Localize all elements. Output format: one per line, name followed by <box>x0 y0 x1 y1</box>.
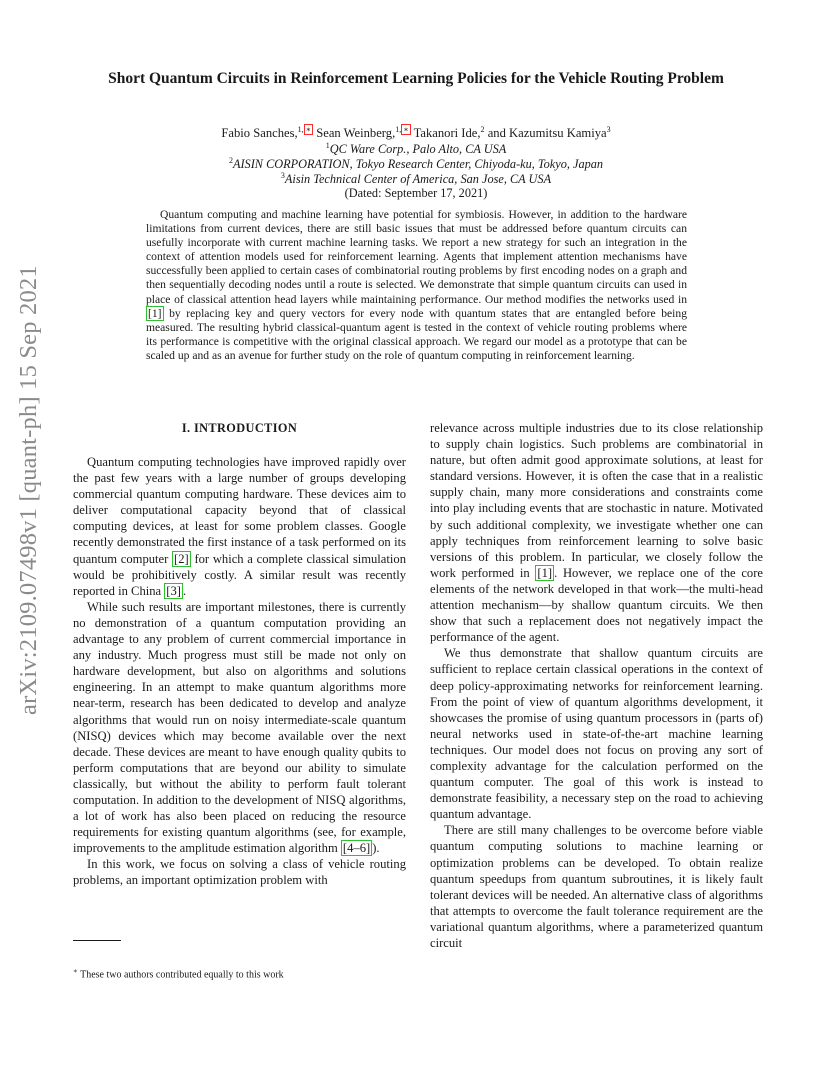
author-affil-sup: 3 <box>606 125 611 134</box>
author-name: Fabio Sanches, <box>221 126 298 141</box>
left-column <box>73 420 406 889</box>
paragraph-text: for which a complete classical simulation would be prohibitively costly. A similar result was recently reported in China <box>73 551 406 598</box>
paragraph <box>73 599 406 857</box>
abstract <box>146 208 687 363</box>
section-heading: I. INTRODUCTION <box>181 421 298 435</box>
arxiv-identifier-stamp[interactable]: arXiv:2109.07498v1 [quant-ph] 15 Sep 2021 <box>15 265 42 715</box>
footnote-mark: ∗ <box>73 967 78 975</box>
author-name: Takanori Ide, <box>413 126 481 141</box>
affiliation <box>60 172 772 187</box>
paragraph-text: . <box>182 583 187 598</box>
abstract-text: by replacing key and query vectors for every node with quantum states that are entangled before being measured. The resulting hybrid classical-quantum agent is tested in the context of vehicle routing problems where its performance is competitive with the original classical approach. We regard our model as a prototype that can be scaled up and as an avenue for further study on the role of quantum computing in reinforcement learning. <box>146 306 687 362</box>
affiliation <box>60 142 772 157</box>
paragraph-text: ). <box>372 841 380 856</box>
citation-link[interactable]: [1] <box>148 306 162 320</box>
paragraph <box>430 420 763 645</box>
right-column <box>430 420 763 951</box>
citation-link[interactable]: [1] <box>537 565 553 580</box>
paragraph-text: While such results are important milestones, there is currently no demonstration of a quantum computation providing an advantage to any problem of current commercial importance in any industry. Much progress must still be made not only on hardware development, but also on algorithms and solutions engineering. In an attempt to make quantum algorithms more near-term, research has been dedicated to develop and analyze algorithms that would run on noisy intermediate-scale quantum (NISQ) devices which may become available over the next decade. These devices are meant to have enough quality qubits to perform computations that are beyond our ability to simulate classically, but without the ability to perform fault tolerant computation. In addition to the development of NISQ algorithms, a lot of work has also been placed on reducing the resource requirements for existing quantum algorithms (see, for example, improvements to the amplitude estimation algorithm <box>73 599 406 856</box>
paragraph: In this work, we focus on solving a class of vehicle routing problems, an important optimization problem with <box>73 857 406 888</box>
affiliation-number: 1 <box>325 140 330 150</box>
author-list <box>60 124 772 141</box>
citation-link[interactable]: [2] <box>174 551 189 566</box>
citation-link[interactable]: [3] <box>166 583 181 598</box>
paragraph: There are still many challenges to be overcome before viable quantum computing solutions to machine learning or optimization problems can be developed. To obtain realize quantum speedups from quantum subroutines, it is likely fault tolerant devices will be needed. An alternative class of algorithms that attempts to overcome the fault tolerance requirement are the variational quantum algorithms, where a parameterized quantum circuit <box>430 823 763 950</box>
affiliation-text: QC Ware Corp., Palo Alto, CA USA <box>329 142 507 156</box>
affiliation-text: AISIN CORPORATION, Tokyo Research Center, Chiyoda-ku, Tokyo, Japan <box>232 157 604 171</box>
author-affil-sup: 2 <box>480 125 485 134</box>
affiliation-text: Aisin Technical Center of America, San Jose, CA USA <box>284 172 552 186</box>
footnote-divider <box>73 940 121 941</box>
footnote-text: These two authors contributed equally to this work <box>80 969 284 981</box>
author-conjunction: and <box>487 126 506 141</box>
abstract-text: Quantum computing and machine learning have potential for symbiosis. However, in addition to the hardware limitations from current devices, there are still basic issues that must be addressed before quantum circuits can usefully incorporate with current machine learning tasks. We report a new strategy for such an integration in the context of attention models used for reinforcement learning. Agents that implement attention mechanisms have successfully been applied to certain cases of combinatorial routing problems by first encoding nodes on a graph and then sequentially decoding nodes until a route is selected. We demonstrate that simple quantum circuits can used in place of classical attention head layers while maintaining performance. Our method modifies the networks used in <box>146 208 687 306</box>
footnote <box>73 965 406 981</box>
paragraph-text: Quantum computing technologies have improved rapidly over the past few years with a large number of groups developing commercial quantum computing hardware. These devices aim to deliver computational capacity beyond that of classical computing devices, at least for some problem classes. Google recently demonstrated the first instance of a task performed on its quantum computer <box>73 455 406 566</box>
affiliation-number: 2 <box>228 155 233 165</box>
footnote-link[interactable]: ∗ <box>305 125 312 134</box>
citation-link[interactable]: [4–6] <box>342 841 371 856</box>
affiliation-number: 3 <box>280 170 285 180</box>
paragraph-text: relevance across multiple industries due to its close relationship to supply chain logistics. Such problems are combinatorial in nature, but often admit good approximate solutions, at least for standard versions. However, it is often the case that in a realistic supply chain, many more considerations and constraints come into play including events that are stochastic in nature. Motivated by such additional complexity, we investigate whether one can apply techniques from reinforcement learning to solve basic versions of this problem. In particular, we closely follow the work performed in <box>430 421 763 580</box>
author-affil-sup: 1, <box>395 125 402 134</box>
dated-line: (Dated: September 17, 2021) <box>344 186 488 200</box>
author-name: Sean Weinberg, <box>316 126 396 141</box>
paragraph: We thus demonstrate that shallow quantum circuits are sufficient to replace certain classical operations in the context of deep policy-approximating networks for reinforcement learning. From the point of view of quantum algorithms development, it showcases the promise of using quantum processors in (parts of) neural networks used in state-of-the-art machine learning techniques. Our model does not focus on proving any sort of complexity advantage for the calculation performed on the quantum computer. The goal of this work is instead to demonstrate feasibility, a necessary step on the road to achieving quantum advantage. <box>430 646 763 822</box>
affiliation <box>60 157 772 172</box>
author-name: Kazumitsu Kamiya <box>509 126 607 141</box>
paragraph-text: . However, we replace one of the core elements of the network developed in that work—the multi-head attention mechanism—by shallow quantum circuits. We then show that such a replacement does not negatively impact the performance of the agent. <box>430 565 763 645</box>
footnote-link[interactable]: ∗ <box>403 125 409 134</box>
paragraph <box>73 454 406 599</box>
paper-title: Short Quantum Circuits in Reinforcement Learning Policies for the Vehicle Routing Problem <box>108 70 724 87</box>
author-affil-sup: 1, <box>297 125 304 134</box>
